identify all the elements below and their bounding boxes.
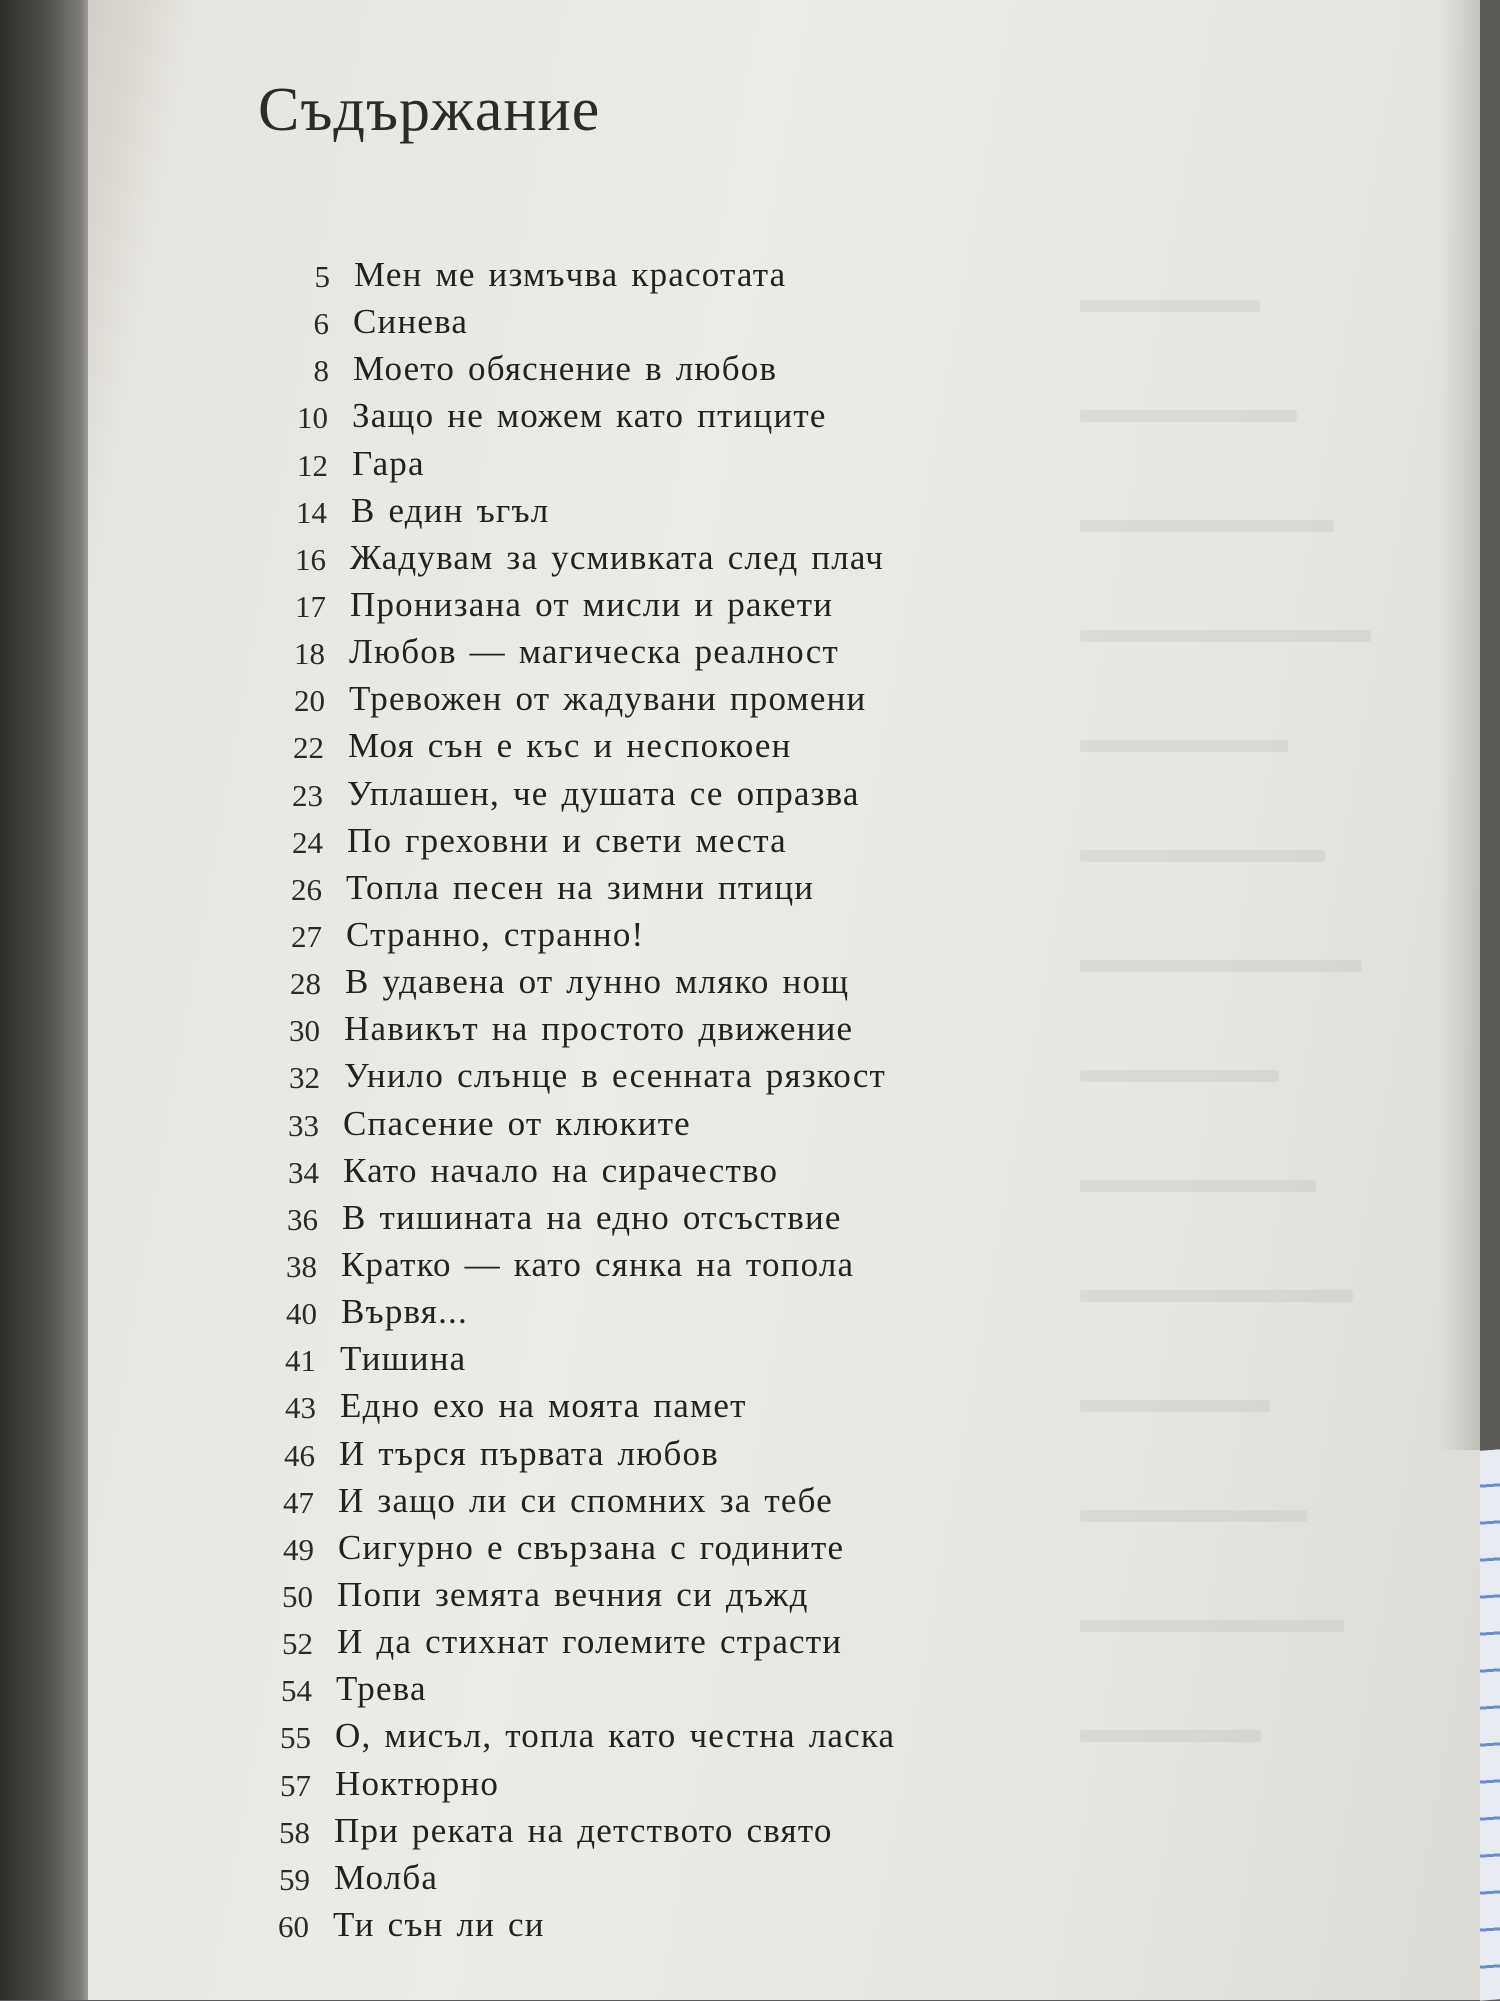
toc-entry-title: Попи земята вечния си дъжд: [337, 1575, 809, 1614]
toc-page-number: 16: [295, 542, 326, 577]
toc-entry: [297, 396, 827, 440]
toc-entry-title: В един ъгъл: [351, 491, 550, 530]
toc-page-number: 38: [286, 1249, 317, 1284]
toc-page-number: 60: [278, 1909, 309, 1944]
toc-entry-title: Ноктюрно: [335, 1764, 500, 1803]
toc-page-number: 32: [289, 1060, 320, 1095]
toc-entry-title: Трева: [336, 1669, 427, 1708]
toc-entry: [278, 1905, 545, 1949]
toc-entry: [295, 585, 834, 629]
toc-page-number: 23: [292, 778, 323, 813]
toc-entry: [296, 491, 550, 535]
toc-entry: [285, 1386, 747, 1430]
page-title: Съдържание: [258, 76, 601, 144]
toc-entry-title: Синева: [353, 302, 469, 341]
toc-entry: [280, 1716, 896, 1760]
toc-entry-title: Мен ме измъчва красотата: [354, 255, 787, 294]
toc-entry-title: Молба: [334, 1858, 439, 1897]
toc-page-number: 49: [283, 1532, 314, 1567]
toc-entry: [282, 1575, 809, 1619]
toc-page-number: 22: [293, 730, 324, 765]
toc-page-number: 55: [280, 1720, 311, 1755]
toc-page-number: 24: [292, 825, 323, 860]
toc-page-number: 6: [313, 306, 329, 341]
toc-entry-title: Жадувам за усмивката след плач: [350, 538, 885, 577]
toc-entry-title: Унило слънце в есенната рязкост: [344, 1056, 887, 1095]
toc-entry-title: Навикът на простото движение: [344, 1009, 854, 1048]
toc-entry: [284, 1434, 719, 1478]
toc-entry: [291, 868, 815, 912]
toc-entry: [294, 679, 867, 723]
toc-page-number: 52: [282, 1626, 313, 1661]
toc-page-number: 47: [283, 1485, 314, 1520]
toc-entry-title: По греховни и свети места: [347, 821, 787, 860]
toc-entry: [288, 1151, 779, 1195]
toc-entry: [294, 632, 839, 676]
toc-entry-title: Ти сън ли си: [333, 1905, 545, 1944]
toc-entry: [295, 538, 885, 582]
toc-entry: [282, 1622, 843, 1666]
toc-entry: [289, 1056, 887, 1100]
toc-entry-title: Едно ехо на моята памет: [340, 1386, 747, 1425]
toc-entry: [280, 1764, 500, 1808]
toc-entry-title: Любов — магическа реалност: [349, 632, 839, 671]
toc-page-number: 40: [286, 1296, 317, 1331]
toc-page-number: 20: [294, 683, 325, 718]
toc-entry-title: Моето обяснение в любов: [353, 349, 778, 388]
toc-page-number: 28: [290, 966, 321, 1001]
toc-entry: [290, 962, 850, 1006]
toc-page-number: 41: [285, 1343, 316, 1378]
toc-page-number: 5: [314, 259, 330, 294]
toc-entry-title: И търся първата любов: [339, 1434, 719, 1473]
toc-entry: [286, 1292, 468, 1336]
toc-entry-title: При реката на детството свято: [334, 1811, 833, 1850]
toc-entry-title: Гара: [352, 444, 425, 483]
toc-page-number: 30: [289, 1013, 320, 1048]
toc-page-number: 57: [280, 1768, 311, 1803]
toc-page-number: 36: [287, 1202, 318, 1237]
toc-entry-title: Спасение от клюките: [343, 1104, 691, 1143]
toc-entry-title: Моя сън е къс и неспокоен: [348, 726, 792, 765]
toc-entry: [314, 255, 787, 299]
toc-entry: [313, 349, 778, 393]
toc-entry-title: И защо ли си спомних за тебе: [338, 1481, 833, 1520]
toc-entry: [288, 1104, 691, 1148]
toc-entry-title: Защо не можем като птиците: [352, 396, 827, 435]
toc-page-number: 12: [297, 448, 328, 483]
toc-entry-title: Уплашен, че душата се опразва: [347, 774, 860, 813]
toc-entry: [281, 1669, 427, 1713]
toc-entry: [285, 1339, 467, 1383]
toc-entry-title: Топла песен на зимни птици: [346, 868, 815, 907]
toc-page-number: 27: [291, 919, 322, 954]
toc-entry: [292, 774, 860, 818]
toc-page-number: 54: [281, 1673, 312, 1708]
toc-page-number: 10: [297, 400, 328, 435]
toc-entry-title: Като начало на сирачество: [343, 1151, 779, 1190]
toc-page-number: 14: [296, 495, 327, 530]
toc-entry-title: Сигурно е свързана с годините: [338, 1528, 845, 1567]
toc-page-number: 8: [313, 353, 329, 388]
toc-page-number: 34: [288, 1155, 319, 1190]
toc-entry: [287, 1198, 842, 1242]
toc-page-number: 18: [294, 636, 325, 671]
toc-page-number: 58: [279, 1815, 310, 1850]
toc-entry-title: И да стихнат големите страсти: [337, 1622, 843, 1661]
toc-page-number: 33: [288, 1108, 319, 1143]
toc-entry: [292, 821, 787, 865]
toc-page-number: 50: [282, 1579, 313, 1614]
toc-entry-title: Странно, странно!: [346, 915, 645, 954]
toc-entry-title: Кратко — като сянка на топола: [341, 1245, 855, 1284]
toc-entry: [313, 302, 469, 346]
toc-entry-title: Тишина: [340, 1339, 467, 1378]
toc-entry: [297, 444, 425, 488]
toc-page-number: 26: [291, 872, 322, 907]
toc-entry-title: О, мисъл, топла като честна ласка: [335, 1716, 896, 1755]
toc-entry: [286, 1245, 855, 1289]
toc-entry: [293, 726, 792, 770]
toc-entry-title: В удавена от лунно мляко нощ: [345, 962, 850, 1001]
toc-entry: [283, 1481, 833, 1525]
toc-entry-title: Тревожен от жадувани промени: [349, 679, 867, 718]
toc-entry: [279, 1811, 833, 1855]
toc-entry: [289, 1009, 854, 1053]
toc-entry-title: В тишината на едно отсъствие: [342, 1198, 842, 1237]
toc-page-number: 17: [295, 589, 326, 624]
toc-page-number: 59: [279, 1862, 310, 1897]
toc-entry: [291, 915, 645, 959]
toc-entry-title: Вървя...: [341, 1292, 468, 1331]
toc-entry-title: Пронизана от мисли и ракети: [350, 585, 834, 624]
toc-entry: [283, 1528, 845, 1572]
toc-entry: [279, 1858, 439, 1902]
toc-page-number: 46: [284, 1438, 315, 1473]
toc-page-number: 43: [285, 1390, 316, 1425]
